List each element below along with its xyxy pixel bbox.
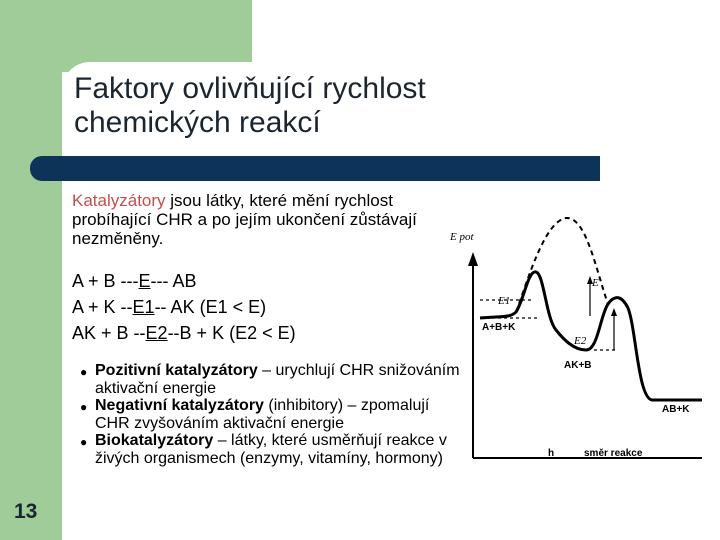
equation-1-energy: E [138, 271, 151, 291]
e1-label: E1 [498, 295, 511, 307]
slide-number: 13 [14, 500, 38, 523]
bullet-list [80, 362, 460, 467]
equation-3-pre: AK + B -- [72, 323, 146, 343]
bullet-positive [80, 362, 460, 397]
title-line-1: Faktory ovlivňující rychlost [74, 72, 426, 105]
equation-1-pre: A + B --- [72, 271, 139, 291]
h-label: h [548, 448, 555, 459]
intro-text: jsou látky, které mění rychlost probíhající CHR a po jejím ukončení zůstávají nezměněny. [72, 191, 417, 248]
bullet-bio-term: Biokatalyzátory [95, 432, 214, 449]
bullet-dot-icon: ● [80, 365, 88, 379]
energy-diagram [440, 200, 715, 470]
e-label: E [592, 277, 599, 289]
slide-title [74, 72, 426, 140]
equation-3-energy: E2 [145, 323, 168, 343]
e2-arrow-head-icon [611, 308, 617, 316]
bullet-dot-icon: ● [80, 400, 88, 414]
intermediate-label: AK+B [564, 360, 592, 371]
equation-3-post: --B + K (E2 < E) [167, 323, 296, 343]
reactants-label: A+B+K [482, 322, 516, 333]
equation-2-energy: E1 [132, 297, 155, 317]
y-axis-label: E pot [450, 231, 474, 243]
bullet-negative-term: Negativní katalyzátory [95, 397, 264, 414]
catalyzed-path [480, 272, 702, 400]
x-axis-label: směr reakce [584, 448, 643, 459]
bullet-negative-text: (inhibitory) – zpomalují CHR zvyšováním aktivační energie [95, 397, 430, 432]
bullet-negative [80, 397, 460, 432]
bullet-positive-text: – urychlují CHR snižováním aktivační energie [95, 362, 460, 397]
bullet-bio-text: – látky, které usměrňují reakce v živých organismech (enzymy, vitamíny, hormony) [95, 432, 447, 467]
product-label: AB+K [662, 404, 690, 415]
bullet-bio [80, 432, 460, 467]
equation-1-post: --- AB [150, 271, 197, 291]
equation-2 [72, 296, 266, 318]
equation-3 [72, 322, 296, 344]
bullet-dot-icon: ● [80, 435, 88, 449]
intro-highlight: Katalyzátory [72, 191, 166, 210]
y-axis-arrow-icon [468, 252, 478, 266]
title-line-2: chemických reakcí [74, 106, 321, 139]
uncatalyzed-path [516, 218, 608, 312]
equation-1 [72, 270, 197, 292]
decor-green-left [0, 0, 62, 540]
title-divider-bar [30, 156, 600, 181]
intro-paragraph [72, 191, 462, 248]
e2-label: E2 [574, 335, 587, 347]
bullet-positive-term: Pozitivní katalyzátory [95, 362, 258, 379]
equation-2-pre: A + K -- [72, 297, 133, 317]
equation-2-post: -- AK (E1 < E) [154, 297, 267, 317]
